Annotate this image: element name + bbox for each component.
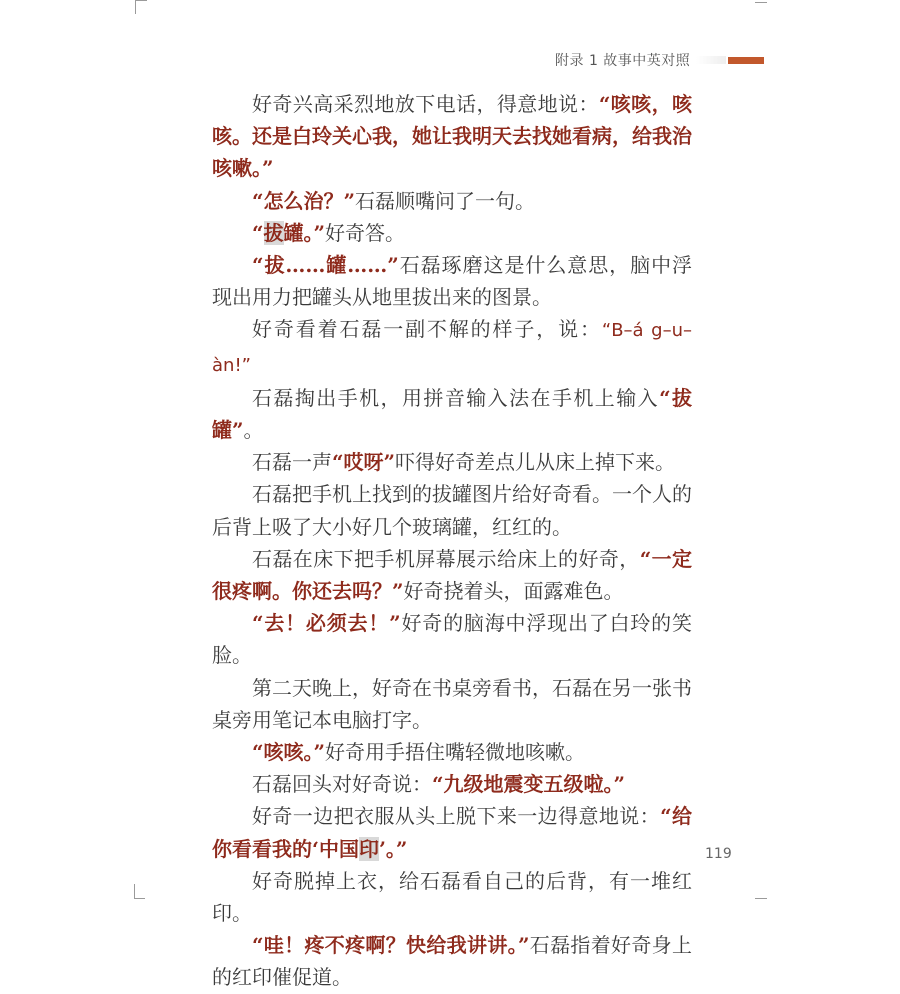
pinyin-text: “B–á g–u–àn!” [212, 320, 693, 376]
dialogue-text: “拔……罐……” [252, 253, 399, 278]
paragraph [212, 382, 692, 446]
paragraph [212, 607, 692, 671]
highlighted-dialogue-text: 印 [358, 836, 379, 861]
narration-text: 好奇脱掉上衣，给石磊看自己的后背，有一堆红印。 [212, 868, 692, 926]
crop-mark-bottom-left [134, 898, 145, 899]
paragraph [212, 185, 692, 217]
crop-mark-top-left [135, 0, 136, 14]
dialogue-text: “去！必须去！” [252, 611, 401, 636]
crop-mark-top-left [135, 0, 147, 1]
dialogue-text: “哎呀” [332, 450, 396, 475]
narration-text: 石磊回头对好奇说： [252, 772, 432, 797]
crop-mark-top-right [755, 2, 767, 3]
narration-text: 石磊一声 [252, 450, 332, 475]
narration-text: 。 [243, 418, 264, 443]
paragraph [212, 865, 692, 929]
crop-mark-bottom-right [755, 898, 767, 899]
narration-text: 好奇用手捂住嘴轻微地咳嗽。 [325, 740, 586, 765]
paragraph [212, 446, 692, 478]
paragraph [212, 736, 692, 768]
paragraph [212, 672, 692, 736]
dialogue-text: “ [252, 220, 264, 245]
dialogue-text: “九级地震变五级啦。” [432, 772, 626, 797]
story-body [212, 88, 692, 994]
narration-text: 好奇看着石磊一副不解的样子，说： [252, 317, 602, 342]
header-fade-decoration [696, 56, 726, 64]
narration-text: 好奇一边把衣服从头上脱下来一边得意地说： [252, 804, 661, 829]
paragraph [212, 478, 692, 542]
paragraph [212, 88, 692, 185]
dialogue-text: “怎么治？” [252, 188, 356, 213]
narration-text: 好奇兴高采烈地放下电话，得意地说： [252, 92, 599, 116]
paragraph [212, 929, 692, 993]
dialogue-text: “咳咳。” [252, 740, 326, 765]
crop-mark-bottom-left [134, 884, 135, 898]
narration-text: 吓得好奇差点儿从床上掉下来。 [395, 450, 676, 475]
narration-text: 石磊把手机上找到的拔罐图片给好奇看。一个人的后背上吸了大小好几个玻璃罐，红红的。 [212, 482, 692, 539]
narration-text: 石磊指着好奇身上的红印催促道。 [212, 933, 692, 990]
narration-text: 第二天晚上，好奇在书桌旁看书，石磊在另一张书桌旁用笔记本电脑打字。 [212, 675, 692, 732]
dialogue-text: 罐。” [283, 220, 326, 245]
dialogue-text: “给你看看我的‘中国 [212, 804, 693, 861]
narration-text: 好奇的脑海中浮现出了白玲的笑脸。 [212, 611, 692, 668]
section-title: 附录 1 故事中英对照 [555, 53, 691, 69]
dialogue-text: ’。” [378, 836, 408, 861]
page-number: 119 [705, 846, 732, 862]
dialogue-text: “拔罐” [212, 385, 692, 443]
paragraph [212, 768, 692, 800]
paragraph [212, 543, 692, 607]
paragraph [212, 800, 692, 864]
paragraph [212, 217, 692, 249]
narration-text: 石磊顺嘴问了一句。 [355, 188, 536, 213]
paragraph [212, 249, 692, 313]
dialogue-text: “哇！疼不疼啊？快给我讲讲。” [252, 933, 530, 958]
dialogue-text: “一定很疼啊。你还去吗？” [212, 546, 692, 604]
narration-text: 好奇挠着头，面露难色。 [403, 579, 624, 604]
header-accent-bar [728, 57, 764, 64]
paragraph [212, 313, 692, 381]
narration-text: 石磊在床下把手机屏幕展示给床上的好奇， [252, 546, 640, 571]
narration-text: 石磊掏出手机，用拼音输入法在手机上输入 [252, 385, 660, 410]
narration-text: 石磊琢磨这是什么意思，脑中浮现出用力把罐头从地里拔出来的图景。 [212, 253, 693, 310]
dialogue-text: “咳咳，咳咳。还是白玲关心我，她让我明天去找她看病，给我治咳嗽。” [212, 92, 692, 181]
narration-text: 好奇答。 [325, 220, 406, 245]
highlighted-dialogue-text: 拔 [263, 220, 284, 245]
running-header [555, 49, 764, 71]
